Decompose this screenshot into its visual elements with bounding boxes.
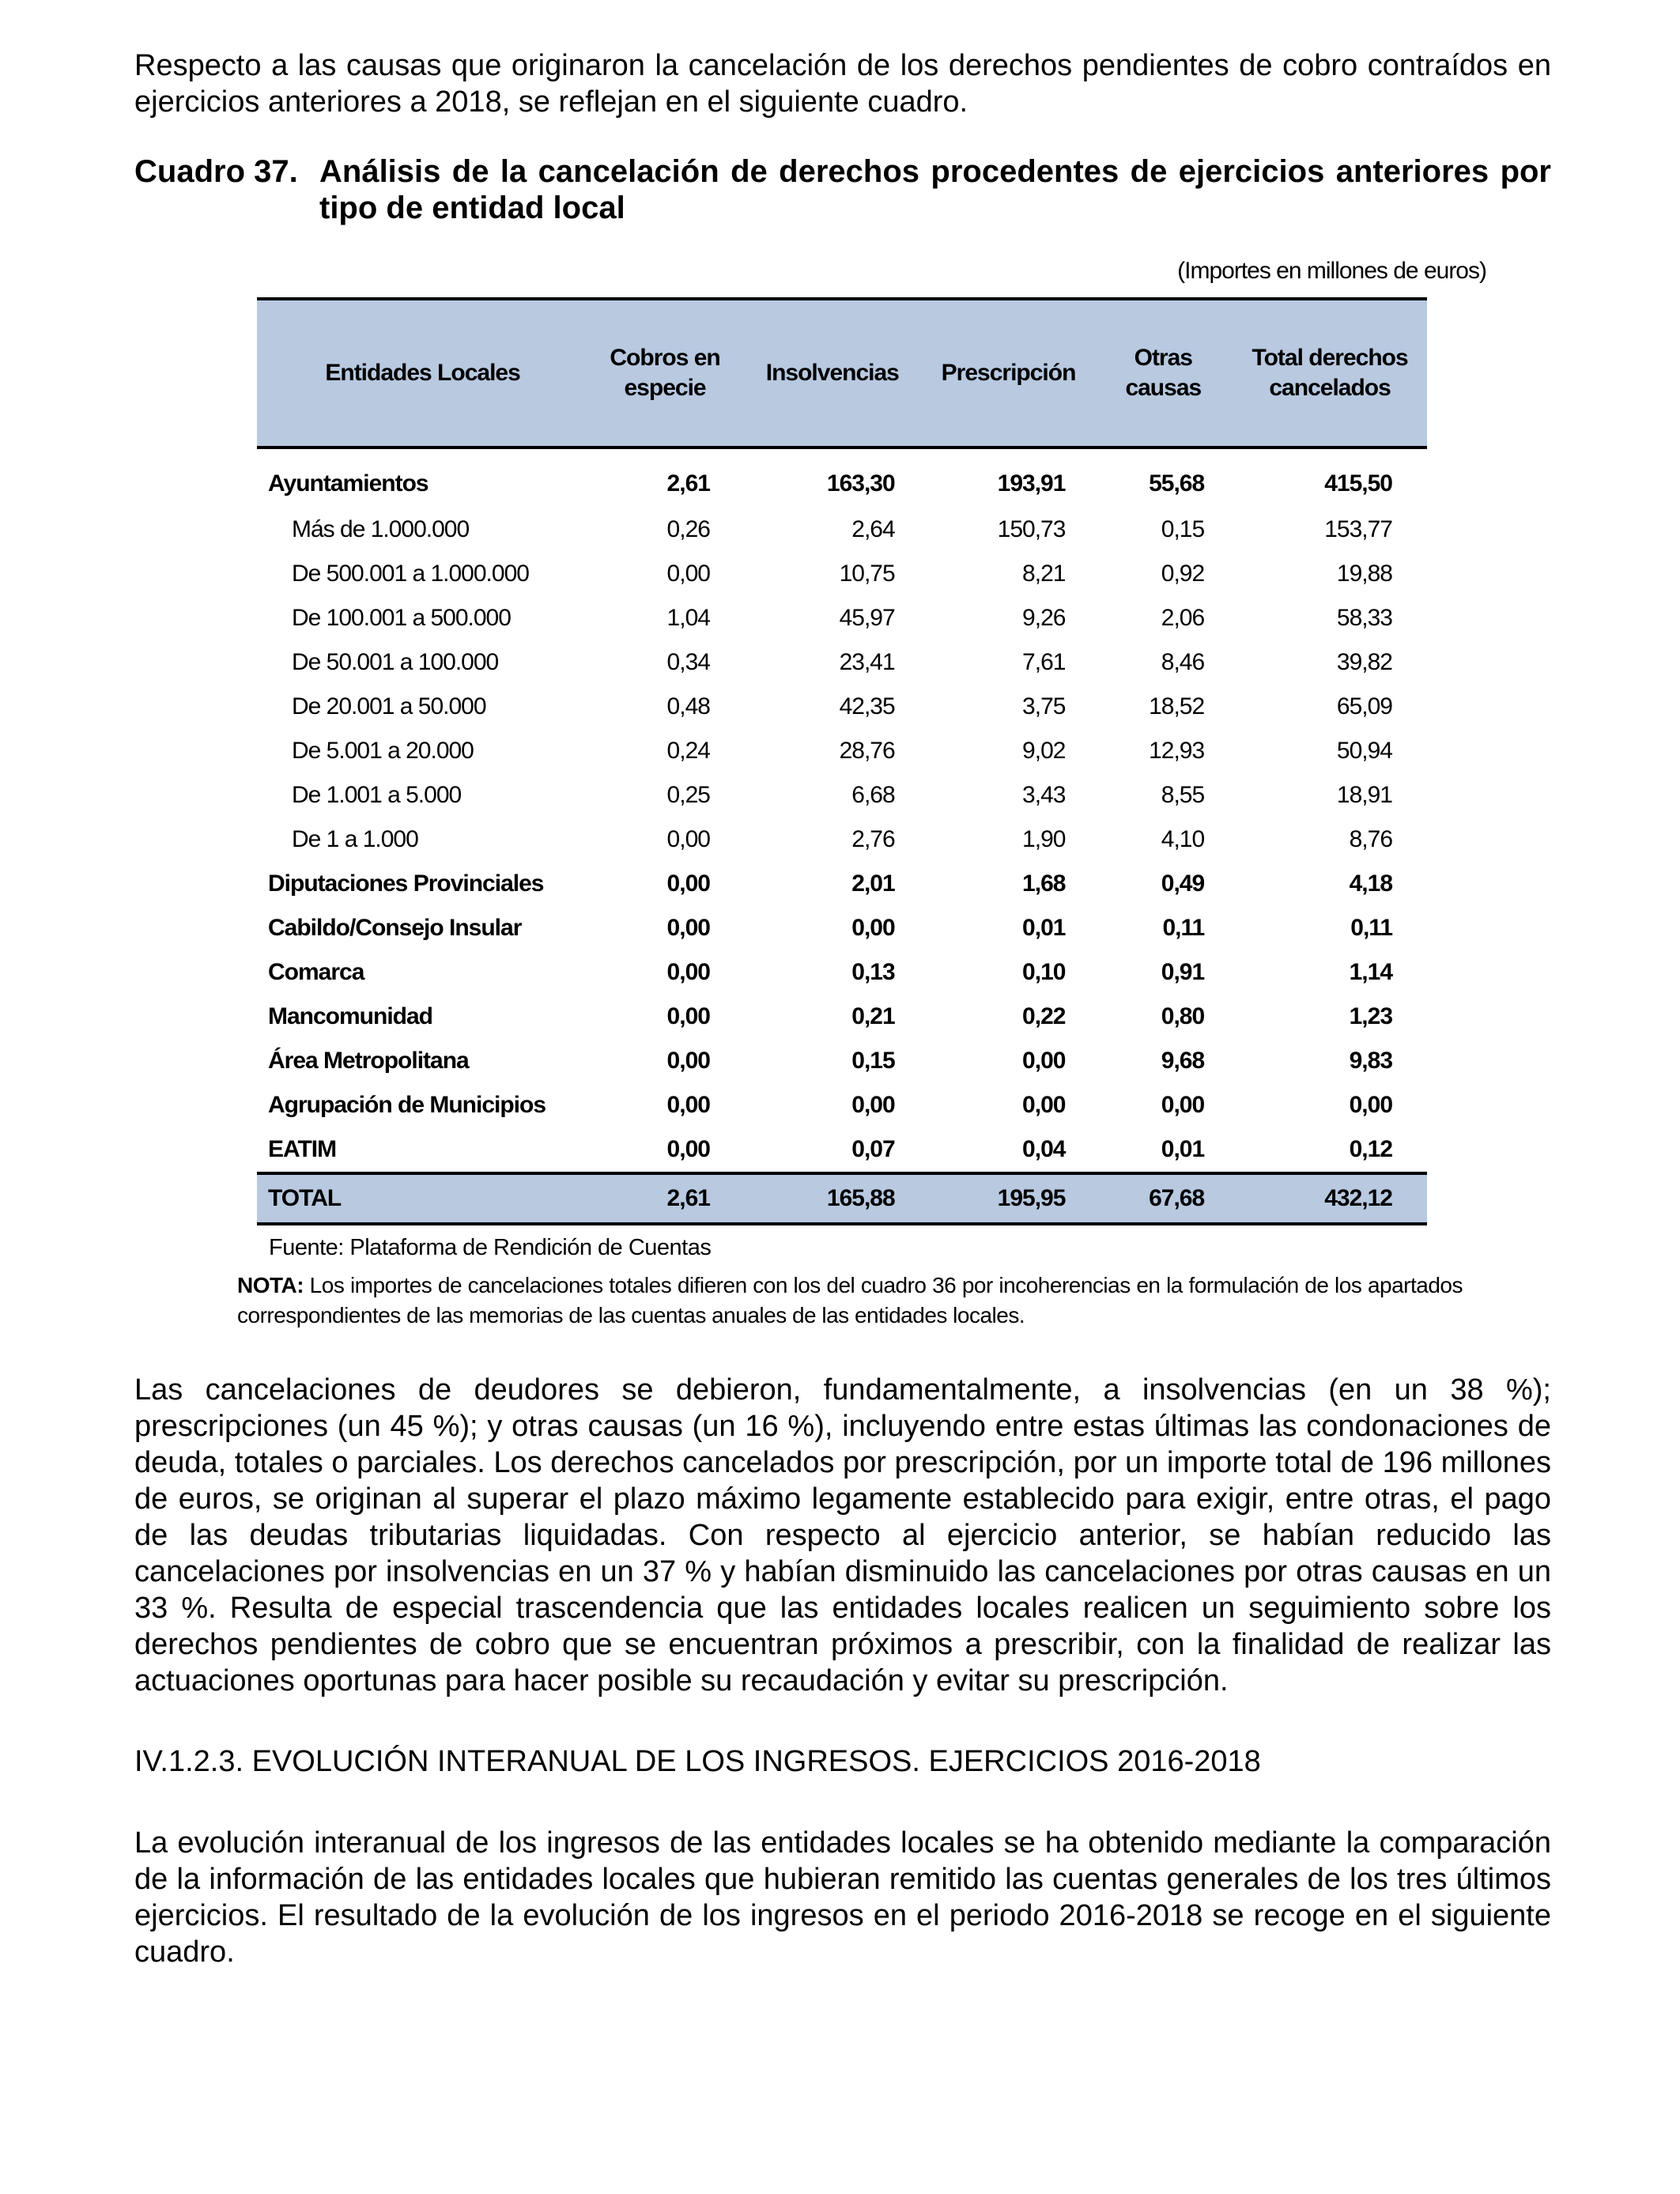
row-value: 0,00 <box>666 915 710 941</box>
caption-label: Cuadro 37. <box>134 154 298 189</box>
header-total: Total derechos cancelados <box>1233 299 1427 447</box>
row-value: 8,21 <box>1022 561 1066 587</box>
row-value: 2,06 <box>1161 605 1205 631</box>
table-container <box>257 297 1427 1225</box>
row-value: 193,91 <box>997 470 1066 497</box>
row-label: De 100.001 a 500.000 <box>292 605 511 631</box>
row-value: 8,55 <box>1161 782 1205 808</box>
row-value: 0,24 <box>666 738 710 764</box>
row-value: 0,00 <box>666 1092 710 1118</box>
row-value: 10,75 <box>839 561 895 587</box>
row-value: 0,01 <box>1022 915 1066 941</box>
row-value: 0,00 <box>666 1136 710 1162</box>
row-value: 9,68 <box>1161 1048 1205 1074</box>
row-value: 8,46 <box>1161 649 1205 675</box>
table-row <box>257 995 1427 1039</box>
table-caption <box>134 153 1551 226</box>
row-value: 1,04 <box>666 605 710 631</box>
row-value: 0,00 <box>1349 1092 1392 1118</box>
row-value: 1,23 <box>1349 1003 1392 1029</box>
row-value: 0,92 <box>1161 561 1205 587</box>
header-prescripcion: Prescripción <box>923 299 1094 447</box>
row-value: 3,43 <box>1022 782 1066 808</box>
row-value: 0,15 <box>851 1048 895 1074</box>
row-value: 2,01 <box>851 870 895 897</box>
row-value: 9,83 <box>1349 1048 1392 1074</box>
row-label: EATIM <box>268 1136 337 1162</box>
total-value: 2,61 <box>588 1173 742 1224</box>
row-value: 12,93 <box>1149 738 1205 764</box>
row-value: 0,22 <box>1022 1003 1066 1029</box>
row-value: 0,00 <box>1022 1048 1066 1074</box>
table-row <box>257 1083 1427 1127</box>
row-value: 0,15 <box>1161 516 1205 542</box>
table-row <box>257 729 1427 773</box>
table-row <box>257 1127 1427 1173</box>
header-insolvencias: Insolvencias <box>742 299 923 447</box>
row-value: 1,68 <box>1022 870 1066 897</box>
row-value: 0,80 <box>1161 1003 1205 1029</box>
row-value: 0,00 <box>851 915 895 941</box>
row-value: 0,00 <box>1161 1092 1205 1118</box>
row-label: De 5.001 a 20.000 <box>292 738 474 764</box>
row-label: De 500.001 a 1.000.000 <box>292 561 529 587</box>
row-value: 18,52 <box>1149 693 1205 719</box>
row-value: 2,64 <box>851 516 895 542</box>
row-value: 58,33 <box>1336 605 1392 631</box>
header-entidades: Entidades Locales <box>257 299 588 447</box>
table-row <box>257 552 1427 596</box>
row-value: 65,09 <box>1336 693 1392 719</box>
row-label: Más de 1.000.000 <box>292 516 470 542</box>
units-note: (Importes en millones de euros) <box>1177 258 1486 284</box>
note-label: NOTA: <box>237 1273 304 1297</box>
row-value: 0,00 <box>666 1048 710 1074</box>
row-value: 0,13 <box>851 959 895 985</box>
row-label: Mancomunidad <box>268 1003 433 1029</box>
row-value: 163,30 <box>826 470 895 497</box>
row-value: 28,76 <box>839 738 895 764</box>
header-otras: Otras causas <box>1093 299 1233 447</box>
table-row <box>257 950 1427 995</box>
row-value: 0,00 <box>666 959 710 985</box>
row-label: Comarca <box>268 959 364 985</box>
row-value: 2,76 <box>851 826 895 852</box>
section-heading: IV.1.2.3. EVOLUCIÓN INTERANUAL DE LOS INGRESOS. EJERCICIOS 2016-2018 <box>134 1745 1261 1778</box>
table-row <box>257 447 1427 508</box>
row-value: 0,21 <box>851 1003 895 1029</box>
row-label: De 1.001 a 5.000 <box>292 782 462 808</box>
table-row <box>257 640 1427 685</box>
row-value: 8,76 <box>1349 826 1392 852</box>
row-value: 0,49 <box>1161 870 1205 897</box>
total-value: 165,88 <box>742 1173 923 1224</box>
analysis-paragraph: Las cancelaciones de deudores se debieron, fundamentalmente, a insolvencias (en un 38 %); prescripciones (un 45 %); y otras causas (un 16 %), incluyendo entre estas últimas las condonaciones de deuda, totales o parciales. Los derechos cancelados por prescripción, por un importe total de 196 millones de euros, se originan al superar el plazo máximo legamente establecido para exigir, entre otras, el pago de las deudas tributarias liquidadas. Con respecto al ejercicio anterior, se habían reducido las cancelaciones por insolvencias en un 37 % y habían disminuido las cancelaciones por otras causas en un 33 %. Resulta de especial trascendencia que las entidades locales realicen un seguimiento sobre los derechos pendientes de cobro que se encuentran próximos a prescribir, con la finalidad de realizar las actuaciones oportunas para hacer posible su recaudación y evitar su prescripción. <box>134 1373 1551 1697</box>
row-value: 4,18 <box>1349 870 1392 897</box>
row-value: 1,14 <box>1349 959 1392 985</box>
intro-paragraph: Respecto a las causas que originaron la cancelación de los derechos pendientes de cobro contraídos en ejercicios anteriores a 2018, se reflejan en el siguiente cuadro. <box>134 49 1551 119</box>
row-value: 18,91 <box>1336 782 1392 808</box>
table-body <box>257 447 1427 1224</box>
row-value: 0,01 <box>1161 1136 1205 1162</box>
row-label: Cabildo/Consejo Insular <box>268 915 522 941</box>
row-value: 0,26 <box>666 516 710 542</box>
row-label: De 1 a 1.000 <box>292 826 418 852</box>
table-row <box>257 818 1427 862</box>
row-value: 0,04 <box>1022 1136 1066 1162</box>
total-value: 432,12 <box>1233 1173 1427 1224</box>
note-text: Los importes de cancelaciones totales difieren con los del cuadro 36 por incoherencias en la formulación de los apartados correspondientes de las memorias de las cuentas anuales de las entidades locales. <box>237 1273 1463 1327</box>
row-value: 0,12 <box>1349 1136 1392 1162</box>
total-value: 67,68 <box>1093 1173 1233 1224</box>
row-value: 0,07 <box>851 1136 895 1162</box>
row-value: 150,73 <box>997 516 1066 542</box>
table-row <box>257 508 1427 552</box>
row-value: 39,82 <box>1336 649 1392 675</box>
row-value: 9,26 <box>1022 605 1066 631</box>
row-value: 153,77 <box>1324 516 1392 542</box>
footnote <box>237 1271 1463 1331</box>
row-value: 19,88 <box>1336 561 1392 587</box>
row-value: 55,68 <box>1149 470 1205 497</box>
row-value: 42,35 <box>839 693 895 719</box>
row-value: 0,10 <box>1022 959 1066 985</box>
row-label: Agrupación de Municipios <box>268 1092 546 1118</box>
table-total-row <box>257 1173 1427 1224</box>
row-value: 3,75 <box>1022 693 1066 719</box>
row-label: Área Metropolitana <box>268 1048 469 1074</box>
total-label: TOTAL <box>257 1173 588 1224</box>
table-row <box>257 596 1427 640</box>
row-value: 0,34 <box>666 649 710 675</box>
table-row <box>257 862 1427 906</box>
row-value: 0,00 <box>851 1092 895 1118</box>
row-value: 50,94 <box>1336 738 1392 764</box>
row-value: 0,25 <box>666 782 710 808</box>
row-value: 6,68 <box>851 782 895 808</box>
row-value: 0,91 <box>1161 959 1205 985</box>
row-value: 0,48 <box>666 693 710 719</box>
row-value: 0,00 <box>666 1003 710 1029</box>
row-value: 0,00 <box>666 870 710 897</box>
row-value: 4,10 <box>1161 826 1205 852</box>
row-value: 1,90 <box>1022 826 1066 852</box>
row-value: 0,00 <box>1022 1092 1066 1118</box>
row-value: 2,61 <box>666 470 710 497</box>
final-paragraph: La evolución interanual de los ingresos de las entidades locales se ha obtenido mediante la comparación de la información de las entidades locales que hubieran remitido las cuentas generales de los tres últimos ejercicios. El resultado de la evolución de los ingresos en el periodo 2016-2018 se recoge en el siguiente cuadro. <box>134 1826 1551 1969</box>
source-note: Fuente: Plataforma de Rendición de Cuentas <box>269 1235 712 1260</box>
row-value: 0,11 <box>1162 915 1205 941</box>
row-value: 23,41 <box>839 649 895 675</box>
row-value: 0,11 <box>1350 915 1392 941</box>
header-cobros: Cobros en especie <box>588 299 742 447</box>
row-value: 0,00 <box>666 561 710 587</box>
document-page <box>134 47 1551 1970</box>
row-value: 45,97 <box>839 605 895 631</box>
row-label: Diputaciones Provinciales <box>268 870 544 897</box>
total-value: 195,95 <box>923 1173 1094 1224</box>
table-header-row <box>257 299 1427 447</box>
caption-text: Análisis de la cancelación de derechos procedentes de ejercicios anteriores por tipo de entidad local <box>319 154 1551 225</box>
row-value: 415,50 <box>1324 470 1392 497</box>
row-value: 9,02 <box>1022 738 1066 764</box>
table-row <box>257 1039 1427 1083</box>
row-value: 7,61 <box>1022 649 1066 675</box>
row-label: Ayuntamientos <box>268 470 428 497</box>
table-row <box>257 685 1427 729</box>
table-row <box>257 773 1427 818</box>
row-label: De 50.001 a 100.000 <box>292 649 499 675</box>
table-row <box>257 906 1427 950</box>
cancellation-table <box>257 297 1427 1225</box>
row-value: 0,00 <box>666 826 710 852</box>
row-label: De 20.001 a 50.000 <box>292 693 486 719</box>
